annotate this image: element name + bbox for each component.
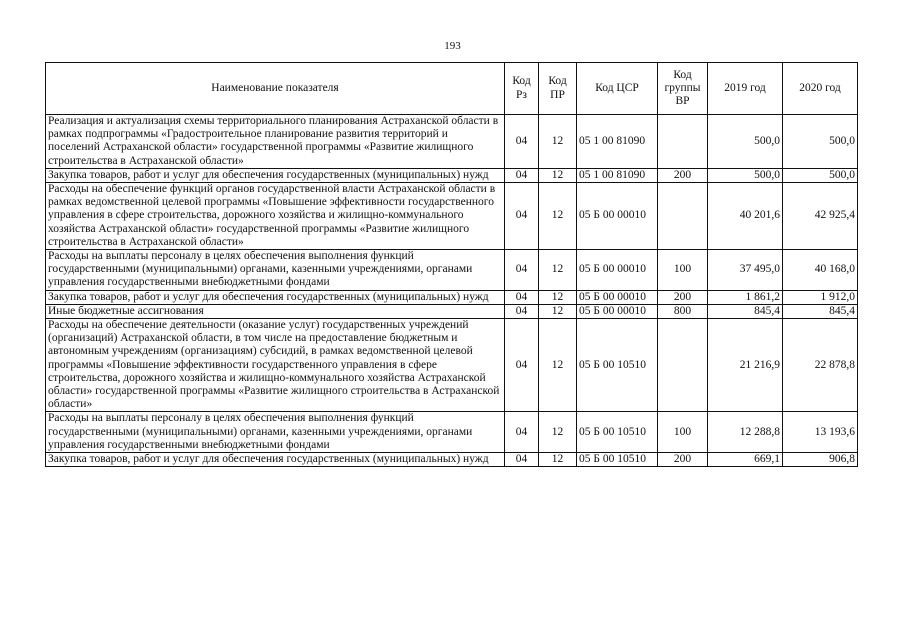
row-rz: 04 [505,183,539,250]
row-2019: 21 216,9 [708,319,783,412]
row-2019: 500,0 [708,115,783,169]
header-pr: Код ПР [539,63,577,115]
row-rz: 04 [505,453,539,467]
row-csr: 05 Б 00 00010 [577,304,658,318]
row-2020: 906,8 [783,453,858,467]
row-vr [658,115,708,169]
row-2020: 845,4 [783,304,858,318]
row-pr: 12 [539,412,577,453]
row-2020: 500,0 [783,115,858,169]
table-row [46,115,858,169]
row-pr: 12 [539,168,577,182]
row-vr: 800 [658,304,708,318]
row-rz: 04 [505,412,539,453]
header-vr: Код группы ВР [658,63,708,115]
row-2019: 500,0 [708,168,783,182]
table-row [46,168,858,182]
table-row [46,290,858,304]
row-pr: 12 [539,319,577,412]
table-row [46,250,858,291]
row-vr: 200 [658,168,708,182]
row-csr: 05 1 00 81090 [577,168,658,182]
row-2020: 13 193,6 [783,412,858,453]
row-vr: 200 [658,290,708,304]
header-2019: 2019 год [708,63,783,115]
row-name: Расходы на обеспечение деятельности (оказание услуг) государственных учреждений (организаций) Астраханской области, в том числе на предоставление бюджетным и автономным учреждениям (организациям) субсидий, в рамках ведомственной целевой программы «Повышение эффективности государственного управления в сфере строительства, дорожного хозяйства и жилищно-коммунального хозяйства Астраханской области» государственной программы «Развитие жилищного строительства в Астраханской области» [46,319,505,412]
row-csr: 05 1 00 81090 [577,115,658,169]
row-name: Расходы на выплаты персоналу в целях обеспечения выполнения функций государственными (муниципальными) органами, казенными учреждениями, органами управления государственными внебюджетными фондами [46,250,505,291]
row-2020: 22 878,8 [783,319,858,412]
row-csr: 05 Б 00 00010 [577,183,658,250]
row-2020: 500,0 [783,168,858,182]
row-csr: 05 Б 00 00010 [577,250,658,291]
row-name: Закупка товаров, работ и услуг для обеспечения государственных (муниципальных) нужд [46,453,505,467]
header-name: Наименование показателя [46,63,505,115]
row-2020: 42 925,4 [783,183,858,250]
table-row [46,453,858,467]
row-name: Закупка товаров, работ и услуг для обеспечения государственных (муниципальных) нужд [46,290,505,304]
row-vr: 100 [658,412,708,453]
header-rz: Код Рз [505,63,539,115]
budget-table [45,62,858,467]
header-row [46,63,858,115]
row-vr: 100 [658,250,708,291]
row-rz: 04 [505,290,539,304]
row-vr [658,319,708,412]
row-csr: 05 Б 00 10510 [577,319,658,412]
row-pr: 12 [539,183,577,250]
row-2019: 1 861,2 [708,290,783,304]
row-2019: 845,4 [708,304,783,318]
row-pr: 12 [539,250,577,291]
header-2020: 2020 год [783,63,858,115]
row-csr: 05 Б 00 00010 [577,290,658,304]
table-row [46,183,858,250]
row-rz: 04 [505,304,539,318]
table-row [46,412,858,453]
row-pr: 12 [539,115,577,169]
table-row [46,304,858,318]
row-name: Расходы на выплаты персоналу в целях обеспечения выполнения функций государственными (муниципальными) органами, казенными учреждениями, органами управления государственными внебюджетными фондами [46,412,505,453]
row-pr: 12 [539,290,577,304]
row-vr: 200 [658,453,708,467]
table-row [46,319,858,412]
row-2019: 12 288,8 [708,412,783,453]
row-2020: 1 912,0 [783,290,858,304]
row-2020: 40 168,0 [783,250,858,291]
row-rz: 04 [505,115,539,169]
row-csr: 05 Б 00 10510 [577,412,658,453]
row-name: Расходы на обеспечение функций органов государственной власти Астраханской области в рамках ведомственной целевой программы «Повышение эффективности государственного управления в сфере строительства, дорожного хозяйства и жилищно-коммунального хозяйства Астраханской области» государственной программы «Развитие жилищного строительства в Астраханской области» [46,183,505,250]
row-pr: 12 [539,304,577,318]
row-pr: 12 [539,453,577,467]
row-2019: 40 201,6 [708,183,783,250]
row-2019: 669,1 [708,453,783,467]
row-csr: 05 Б 00 10510 [577,453,658,467]
row-name: Закупка товаров, работ и услуг для обеспечения государственных (муниципальных) нужд [46,168,505,182]
page-number: 193 [444,40,461,52]
row-rz: 04 [505,319,539,412]
row-2019: 37 495,0 [708,250,783,291]
row-name: Реализация и актуализация схемы территориального планирования Астраханской области в рамках подпрограммы «Градостроительное планирование развития территорий и поселений Астраханской области» государственной программы «Развитие жилищного строительства в Астраханской области» [46,115,505,169]
row-rz: 04 [505,250,539,291]
row-name: Иные бюджетные ассигнования [46,304,505,318]
header-csr: Код ЦСР [577,63,658,115]
row-rz: 04 [505,168,539,182]
row-vr [658,183,708,250]
